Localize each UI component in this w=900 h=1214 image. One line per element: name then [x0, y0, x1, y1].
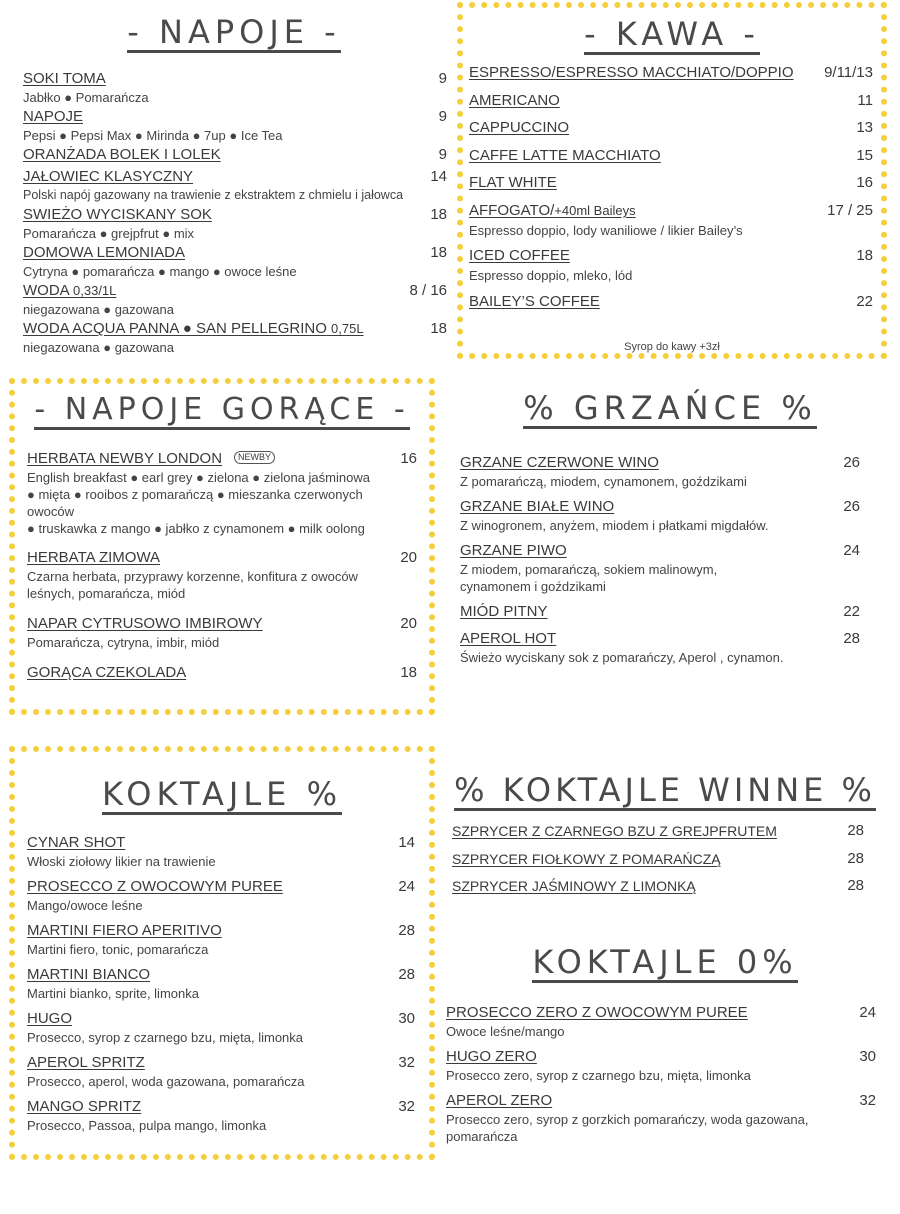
- item-name: MARTINI FIERO APERITIVO: [27, 922, 222, 939]
- menu-item: [469, 174, 873, 194]
- item-name: MARTINI BIANCO: [27, 966, 151, 983]
- section-title-grzance: % GRZAŃCE %: [523, 389, 817, 427]
- item-price: 22: [856, 293, 873, 310]
- item-name: GRZANE PIWO: [460, 542, 567, 559]
- item-description: Z pomarańczą, miodem, cynamonem, goździkami: [460, 474, 747, 489]
- item-description: Pomarańcza, cytryna, imbir, miód: [27, 635, 220, 650]
- menu-item: [469, 92, 873, 112]
- item-name: MIÓD PITNY: [460, 603, 548, 620]
- menu-item: [469, 147, 873, 167]
- item-name: APEROL ZERO: [446, 1092, 553, 1109]
- item-name: CAFFE LATTE MACCHIATO: [469, 147, 661, 164]
- item-description: Z winogronem, anyżem, miodem i płatkami migdałów.: [460, 518, 769, 533]
- menu-item: [27, 549, 417, 605]
- item-description: Espresso doppio, mleko, lód: [469, 268, 633, 283]
- item-price: 32: [398, 1098, 415, 1115]
- item-description: Martini fiero, tonic, pomarańcza: [27, 942, 209, 957]
- item-description: Jabłko ● Pomarańcza: [23, 90, 149, 105]
- item-price: 28: [398, 966, 415, 983]
- item-description: Prosecco zero, syrop z czarnego bzu, mięta, limonka: [446, 1068, 751, 1083]
- menu-item: [23, 108, 447, 144]
- item-volume: 0,33/1L: [73, 283, 117, 298]
- item-name: SOKI TOMA: [23, 70, 106, 87]
- item-price: 18: [430, 206, 447, 223]
- item-name: WODA ACQUA PANNA ● SAN PELLEGRINO 0,75L: [23, 320, 364, 337]
- item-description: Prosecco, aperol, woda gazowana, pomarańcza: [27, 1074, 305, 1089]
- item-description: Prosecco, syrop z czarnego bzu, mięta, limonka: [27, 1030, 304, 1045]
- item-name: CAPPUCCINO: [469, 119, 570, 136]
- item-description: niegazowana ● gazowana: [23, 302, 174, 317]
- menu-item: [469, 119, 873, 139]
- menu-item: [27, 664, 417, 684]
- section-title-napoje-gorace: - NAPOJE GORĄCE -: [15, 395, 429, 430]
- item-name: HERBATA NEWBY LONDON NEWBY: [27, 450, 275, 468]
- item-name: APEROL HOT: [460, 630, 557, 647]
- menu-item: [27, 878, 415, 916]
- section-grzance: [450, 378, 890, 688]
- menu-item: [452, 822, 864, 842]
- item-name: MANGO SPRITZ: [27, 1098, 142, 1115]
- item-price: 30: [398, 1010, 415, 1027]
- menu-item: [469, 64, 873, 84]
- item-price: 18: [430, 244, 447, 261]
- item-extra: +40ml Baileys: [554, 203, 636, 218]
- item-name: CYNAR SHOT: [27, 834, 126, 851]
- menu-item: [452, 877, 864, 897]
- menu-item: [469, 202, 873, 240]
- item-price: 28: [847, 822, 864, 839]
- item-price: 22: [843, 603, 860, 620]
- item-name: SWIEŻO WYCISKANY SOK: [23, 206, 212, 223]
- item-price: 14: [430, 168, 447, 185]
- item-price: 24: [398, 878, 415, 895]
- item-name: HUGO: [27, 1010, 72, 1027]
- item-description: Włoski ziołowy likier na trawienie: [27, 854, 216, 869]
- menu-item: [460, 630, 860, 668]
- section-koktajle: [9, 746, 435, 1160]
- menu-item: [27, 615, 417, 653]
- item-price: 26: [843, 498, 860, 515]
- section-title-koktajle: KOKTAJLE %: [102, 775, 342, 813]
- item-name: JAŁOWIEC KLASYCZNY: [23, 168, 194, 185]
- item-name: HUGO ZERO: [446, 1048, 537, 1065]
- item-name: GRZANE BIAŁE WINO: [460, 498, 615, 515]
- item-description: Z miodem, pomarańczą, sokiem malinowym, cynamonem i goździkami: [460, 562, 718, 594]
- menu-item: [460, 498, 860, 536]
- item-price: 20: [400, 549, 417, 566]
- item-name: GRZANE CZERWONE WINO: [460, 454, 659, 471]
- item-price: 13: [856, 119, 873, 136]
- item-price: 9: [438, 70, 447, 87]
- item-name: NAPOJE: [23, 108, 84, 125]
- menu-item: [460, 454, 860, 492]
- item-name: PROSECCO ZERO Z OWOCOWYM PUREE: [446, 1004, 748, 1021]
- item-description: Prosecco, Passoa, pulpa mango, limonka: [27, 1118, 267, 1133]
- item-description: Cytryna ● pomarańcza ● mango ● owoce leśne: [23, 264, 297, 279]
- menu-item: [27, 450, 417, 540]
- item-name: WODA 0,33/1L: [23, 282, 117, 299]
- item-price: 24: [859, 1004, 876, 1021]
- item-description: Owoce leśne/mango: [446, 1024, 565, 1039]
- menu-item: [446, 1004, 876, 1042]
- section-title-koktajle-zero: KOKTAJLE 0%: [532, 943, 798, 981]
- item-name: SZPRYCER JAŚMINOWY Z LIMONKĄ: [452, 878, 696, 894]
- item-price: 11: [857, 92, 873, 109]
- syrup-note: Syrop do kawy +3zł: [624, 341, 720, 353]
- item-price: 17 / 25: [827, 202, 873, 219]
- menu-item: [460, 603, 860, 623]
- item-price: 18: [430, 320, 447, 337]
- item-price: 32: [398, 1054, 415, 1071]
- item-name: NAPAR CYTRUSOWO IMBIROWY: [27, 615, 263, 632]
- item-price: 18: [400, 664, 417, 681]
- item-description: niegazowana ● gazowana: [23, 340, 174, 355]
- item-name: AFFOGATO/+40ml Baileys: [469, 202, 636, 219]
- newby-logo: NEWBY: [234, 451, 275, 464]
- item-price: 9: [438, 108, 447, 125]
- menu-item: [23, 244, 447, 280]
- item-price: 32: [859, 1092, 876, 1109]
- menu-item: [27, 1054, 415, 1092]
- item-price: 15: [856, 147, 873, 164]
- item-price: 16: [400, 450, 417, 467]
- section-koktajle-winne: [440, 760, 890, 910]
- section-koktajle-zero: [440, 930, 890, 1160]
- item-description: Pepsi ● Pepsi Max ● Mirinda ● 7up ● Ice Tea: [23, 128, 283, 143]
- section-title-napoje: - NAPOJE -: [127, 13, 341, 51]
- item-price: 16: [856, 174, 873, 191]
- item-name: BAILEY’S COFFEE: [469, 293, 600, 310]
- item-price: 28: [843, 630, 860, 647]
- item-price: 18: [856, 247, 873, 264]
- item-name: SZPRYCER Z CZARNEGO BZU Z GREJPFRUTEM: [452, 823, 777, 839]
- section-title-koktajle-winne: % KOKTAJLE WINNE %: [454, 771, 876, 809]
- item-price: 26: [843, 454, 860, 471]
- item-price: 28: [847, 877, 864, 894]
- item-name: GORĄCA CZEKOLADA: [27, 664, 187, 681]
- menu-item: [446, 1092, 876, 1148]
- item-name: APEROL SPRITZ: [27, 1054, 145, 1071]
- item-name: ESPRESSO/ESPRESSO MACCHIATO/DOPPIO: [469, 64, 794, 81]
- item-price: 9/11/13: [824, 64, 873, 81]
- item-volume: 0,75L: [331, 321, 364, 336]
- item-name: AMERICANO: [469, 92, 560, 109]
- menu-item: [27, 966, 415, 1004]
- menu-item: [23, 146, 447, 166]
- item-name: ORANŻADA BOLEK I LOLEK: [23, 146, 221, 163]
- item-price: 20: [400, 615, 417, 632]
- item-name: FLAT WHITE: [469, 174, 557, 191]
- menu-item: [27, 1098, 415, 1136]
- section-title-kawa: - KAWA -: [584, 15, 760, 53]
- item-description: Świeżo wyciskany sok z pomarańczy, Aperol , cynamon.: [460, 650, 784, 665]
- item-name: HERBATA ZIMOWA: [27, 549, 161, 566]
- menu-item: [23, 320, 447, 356]
- menu-item: [460, 542, 860, 598]
- item-price: 30: [859, 1048, 876, 1065]
- menu-item: [27, 922, 415, 960]
- item-price: 8 / 16: [409, 282, 447, 299]
- item-price: 14: [398, 834, 415, 851]
- item-price: 28: [847, 850, 864, 867]
- section-kawa: [457, 2, 887, 359]
- item-description: Martini bianko, sprite, limonka: [27, 986, 199, 1001]
- item-price: 28: [398, 922, 415, 939]
- menu-item: [27, 1010, 415, 1048]
- item-description: Prosecco zero, syrop z gorzkich pomarańczy, woda gazowana, pomarańcza: [446, 1112, 809, 1144]
- section-napoje-gorace: [9, 378, 435, 715]
- section-napoje: [18, 10, 450, 360]
- menu-item: [23, 206, 447, 242]
- item-name: DOMOWA LEMONIADA: [23, 244, 185, 261]
- item-name: ICED COFFEE: [469, 247, 570, 264]
- menu-item: [23, 168, 447, 204]
- menu-item: [23, 70, 447, 106]
- item-description: Polski napój gazowany na trawienie z ekstraktem z chmielu i jałowca: [23, 188, 404, 202]
- item-description: Espresso doppio, lody waniliowe / likier Bailey’s: [469, 223, 743, 238]
- item-name: PROSECCO Z OWOCOWYM PUREE: [27, 878, 283, 895]
- menu-item: [446, 1048, 876, 1086]
- menu-item: [27, 834, 415, 872]
- menu-item: [469, 293, 873, 313]
- item-description: Pomarańcza ● grejpfrut ● mix: [23, 226, 195, 241]
- item-description: Czarna herbata, przyprawy korzenne, konfitura z owoców leśnych, pomarańcza, miód: [27, 569, 358, 601]
- item-description: Mango/owoce leśne: [27, 898, 143, 913]
- menu-item: [452, 850, 864, 870]
- item-description: English breakfast ● earl grey ● zielona ● zielona jaśminowa ● mięta ● rooibos z pomarańczą ● mieszanka czerwonych owoców ● truskawka z mango ● jabłko z cynamonem ● milk oolong: [27, 470, 370, 536]
- item-name: SZPRYCER FIOŁKOWY Z POMARAŃCZĄ: [452, 851, 721, 867]
- item-price: 9: [438, 146, 447, 163]
- menu-item: [469, 247, 873, 285]
- menu-item: [23, 282, 447, 318]
- item-price: 24: [843, 542, 860, 559]
